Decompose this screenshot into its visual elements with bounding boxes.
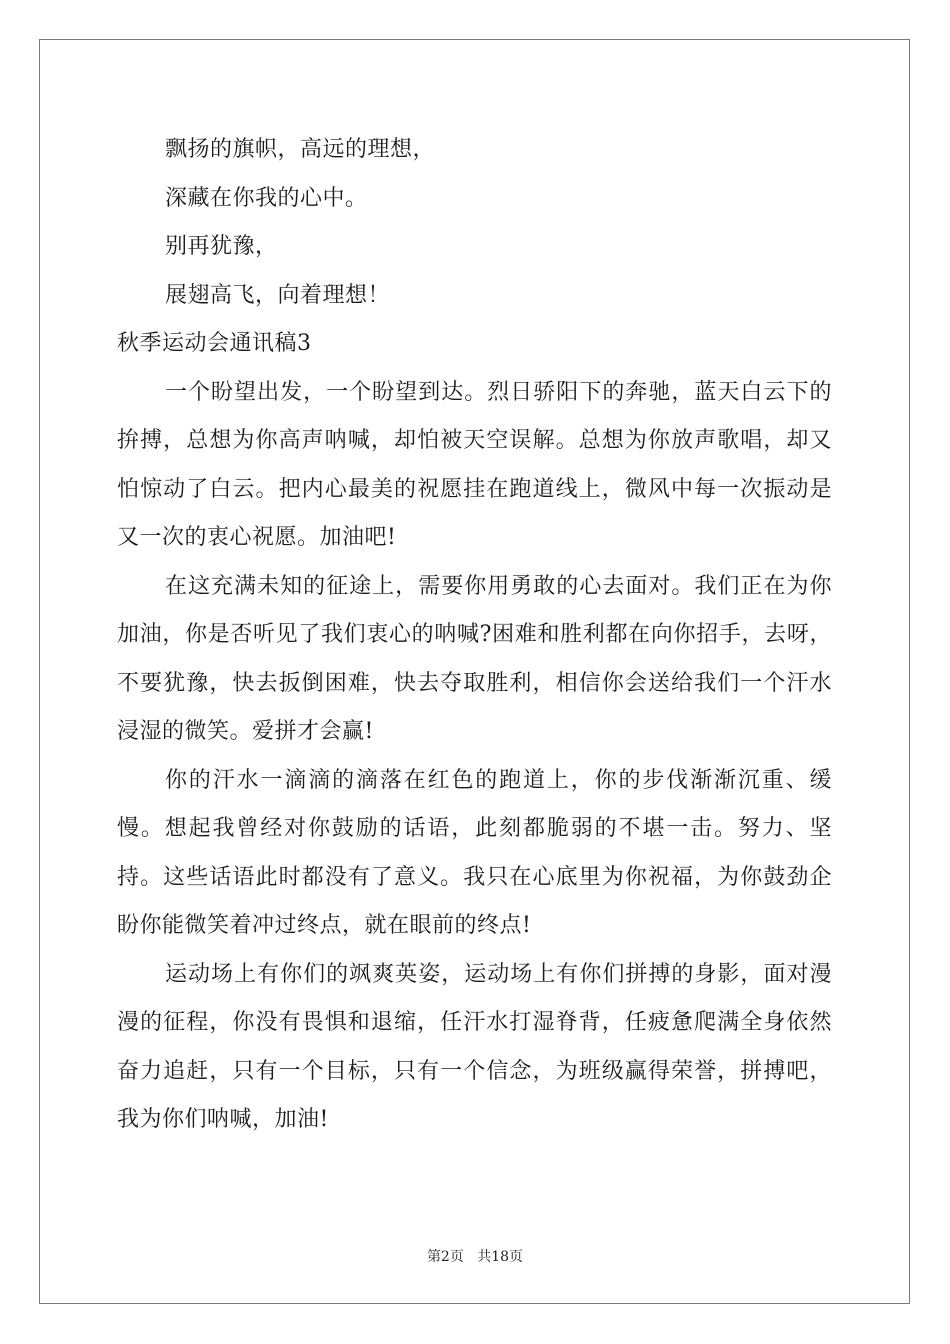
- poem-line: 展翅高飞，向着理想！: [165, 282, 391, 308]
- paragraph: 在这充满未知的征途上，需要你用勇敢的心去面对。我们正在为你加油，你是否听见了我们衷心的呐喊?困难和胜利都在向你招手，去呀，不要犹豫，快去扳倒困难，快去夺取胜利，相信你会送给我们一个汗水浸湿的微笑。爱拼才会赢!: [117, 573, 832, 744]
- paragraph: 你的汗水一滴滴的滴落在红色的跑道上，你的步伐渐渐沉重、缓慢。想起我曾经对你鼓励的话语，此刻都脆弱的不堪一击。努力、坚持。这些话语此时都没有了意义。我只在心底里为你祝福，为你鼓劲企盼你能微笑着冲过终点，就在眼前的终点!: [117, 767, 832, 938]
- poem-line: 别再犹豫，: [165, 234, 278, 259]
- paragraph: 运动场上有你们的飒爽英姿，运动场上有你们拼搏的身影，面对漫漫的征程，你没有畏惧和退缩，任汗水打湿脊背，任疲惫爬满全身依然奋力追赶，只有一个目标，只有一个信念，为班级赢得荣誉，拼搏吧，我为你们呐喊，加油!: [117, 961, 832, 1132]
- section-heading: 秋季运动会通讯稿3: [117, 331, 312, 356]
- poem-line: 飘扬的旗帜，高远的理想，: [165, 137, 436, 162]
- poem-line: 深藏在你我的心中。: [165, 185, 368, 211]
- document-body: [117, 126, 832, 1145]
- paragraph: 一个盼望出发，一个盼望到达。烈日骄阳下的奔驰，蓝天白云下的拚搏，总想为你高声呐喊，却怕被天空误解。总想为你放声歌唱，却又怕惊动了白云。把内心最美的祝愿挂在跑道线上，微风中每一次振动是又一次的衷心祝愿。加油吧!: [117, 379, 832, 550]
- page-total: 共18页: [477, 1249, 524, 1265]
- page-footer: [0, 1246, 950, 1266]
- page-number: 第2页: [426, 1249, 464, 1265]
